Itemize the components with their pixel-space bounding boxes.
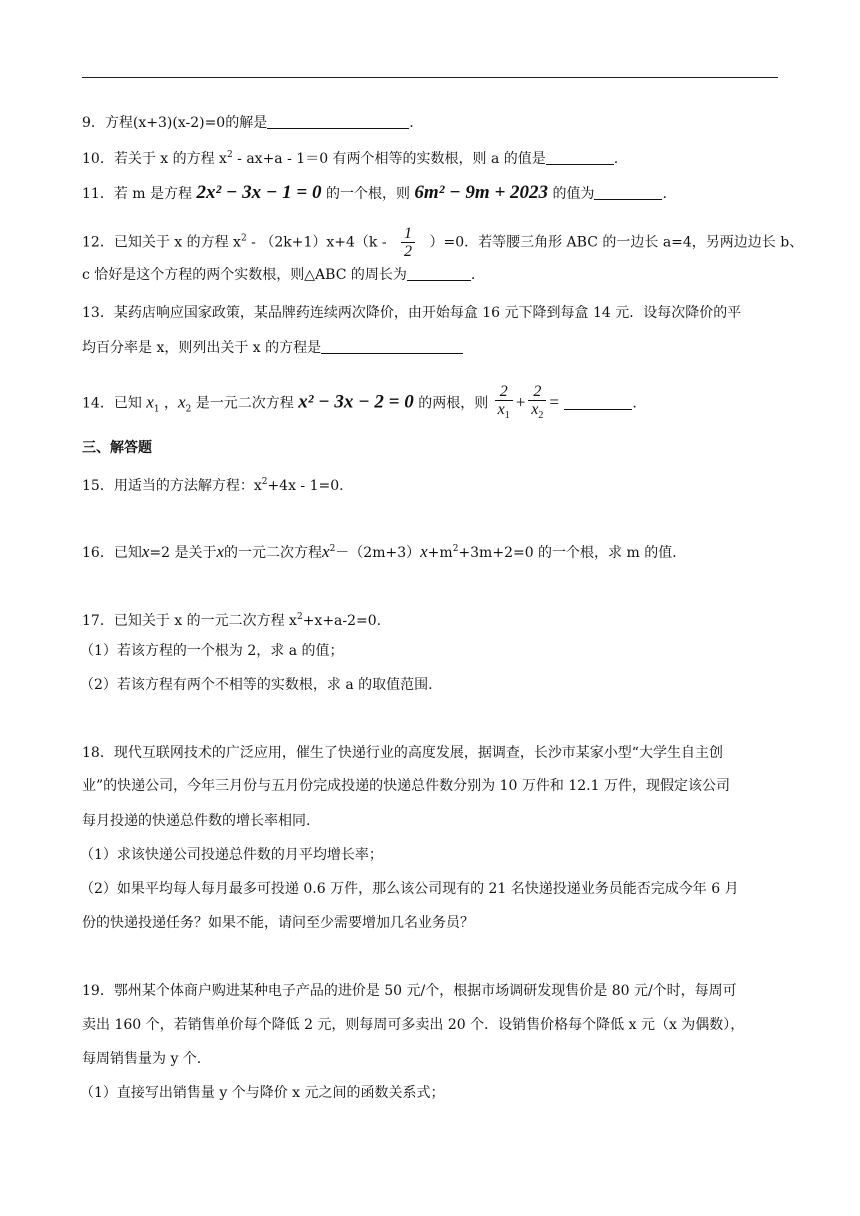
question-10-text: 10．若关于 x 的方程 x bbox=[82, 151, 227, 167]
subscript: 1 bbox=[504, 410, 510, 422]
question-15 bbox=[82, 472, 780, 496]
question-18-line-1: 18．现代互联网技术的广泛应用，催生了快递行业的高度发展，据调查，长沙市某家小型“大学生自主创 bbox=[82, 745, 723, 761]
question-13-text-2: 均百分率是 x，则列出关于 x 的方程是 bbox=[82, 340, 322, 356]
question-18-line-3: 每月投递的快递总件数的增长率相同. bbox=[82, 813, 311, 829]
question-11 bbox=[82, 183, 780, 204]
question-17 bbox=[82, 607, 780, 631]
question-18-part-1: （1）求该快递公司投递总件数的月平均增长率； bbox=[80, 847, 383, 863]
question-16-text-5: +m bbox=[427, 545, 453, 561]
variable-x2: x bbox=[178, 392, 186, 412]
question-9-end: . bbox=[409, 115, 414, 131]
fraction-numerator: 2 bbox=[528, 383, 546, 401]
fraction-denominator bbox=[495, 401, 513, 424]
question-18-part-2-line-2: 份的快递投递任务？如果不能，请问至少需要增加几名业务员？ bbox=[82, 915, 474, 931]
question-17-text: 17．已知关于 x 的一元二次方程 x bbox=[82, 613, 297, 629]
fraction-2-over-x1 bbox=[495, 383, 513, 424]
question-15-text: 15．用适当的方法解方程：x bbox=[82, 478, 262, 494]
question-10-text-2: - ax+a - 1＝0 有两个相等的实数根，则 a 的值是 bbox=[232, 151, 546, 167]
question-12-text: 12．已知关于 x 的方程 x bbox=[82, 234, 241, 251]
superscript: 2 bbox=[329, 544, 336, 554]
equation: 2x² − 3x − 1 = 0 bbox=[196, 182, 322, 203]
fraction-denominator-var: x bbox=[497, 401, 505, 418]
question-12-line-1 bbox=[82, 225, 804, 260]
question-13-text: 13．某药店响应国家政策，某品牌药连续两次降价，由开始每盒 16 元下降到每盒 14 元．设每次降价的平 bbox=[82, 305, 742, 321]
fraction-2-over-x2 bbox=[528, 383, 546, 424]
question-9 bbox=[82, 113, 780, 133]
variable-x: x bbox=[322, 542, 330, 561]
fraction-denominator-var: x bbox=[531, 401, 539, 418]
question-14-end: . bbox=[632, 395, 637, 412]
question-15-text-2: +4x - 1=0. bbox=[267, 478, 344, 494]
question-18-line-2: 业”的快递公司，今年三月份与五月份完成投递的快递总件数分别为 10 万件和 12.1 万件，现假定该公司 bbox=[82, 778, 730, 794]
question-14-text: 14．已知 bbox=[82, 395, 142, 412]
section-heading: 三、解答题 bbox=[82, 440, 152, 456]
variable-x: x bbox=[216, 542, 225, 561]
plus-sign: + bbox=[514, 392, 527, 412]
question-11-text: 11．若 m 是方程 bbox=[82, 186, 192, 202]
question-19-line-3: 每周销售量为 y 个. bbox=[82, 1051, 202, 1067]
equation: x² − 3x − 2 = 0 bbox=[298, 391, 414, 413]
question-14-text-2: 是一元二次方程 bbox=[195, 395, 294, 412]
fraction-numerator: 2 bbox=[495, 383, 513, 401]
question-11-text-3: 的值为 bbox=[552, 186, 595, 202]
question-12-text-3: ）=0．若等腰三角形 ABC 的一边长 a=4，另两边边长 b、 bbox=[429, 234, 804, 251]
question-16-text-3: 的一元二次方程 bbox=[224, 545, 323, 561]
question-16-text-2: =2 是关于 bbox=[149, 545, 217, 561]
question-11-end: . bbox=[662, 186, 667, 202]
question-10-end: . bbox=[613, 151, 619, 167]
superscript: 2 bbox=[240, 233, 247, 244]
question-16-text-4: －（2m+3） bbox=[335, 545, 421, 561]
question-11-text-2: 的一个根，则 bbox=[325, 186, 410, 202]
expression: 6m² − 9m + 2023 bbox=[414, 182, 549, 203]
question-14-text-3: 的两根，则 bbox=[418, 395, 489, 412]
question-13-line-2 bbox=[82, 338, 780, 358]
subscript: 2 bbox=[538, 410, 544, 422]
superscript: 2 bbox=[296, 612, 303, 622]
question-19-line-2: 卖出 160 个，若销售单价每个降低 2 元，则每周可多卖出 20 个．设销售价格每个降低 x 元（x 为偶数）， bbox=[82, 1017, 745, 1033]
question-13-line-1 bbox=[82, 303, 780, 323]
separator: ， bbox=[164, 395, 179, 412]
fraction-denominator bbox=[528, 401, 546, 424]
superscript: 2 bbox=[226, 150, 233, 160]
superscript: 2 bbox=[261, 477, 268, 487]
question-12-line-2 bbox=[82, 265, 780, 285]
answer-blank bbox=[594, 185, 662, 200]
question-12-text-4: c 恰好是这个方程的两个实数根，则△ABC 的周长为 bbox=[82, 267, 407, 283]
question-16-text-6: +3m+2=0 的一个根，求 m 的值. bbox=[458, 545, 677, 561]
question-19-line-1: 19．鄂州某个体商户购进某种电子产品的进价是 50 元/个，根据市场调研发现售价是 80 元/个时，每周可 bbox=[82, 983, 737, 999]
question-17-text-2: +x+a-2=0. bbox=[302, 613, 382, 629]
answer-blank bbox=[564, 395, 632, 410]
answer-blank bbox=[546, 150, 614, 165]
answer-blank bbox=[321, 339, 463, 354]
question-16 bbox=[82, 539, 780, 563]
question-16-text: 16．已知 bbox=[82, 545, 142, 561]
question-14: 14．已知 $x_1$ ，$x_2$ 是一元二次方程 x² − 3x − 2 = 0 的两根，则 $\frac{2}{x_1}$ + $\frac{2}{x_2}$ = . bbox=[82, 383, 780, 426]
question-12-text-2: - （2k+1）x+4（k - bbox=[246, 234, 387, 251]
variable-x: x bbox=[141, 542, 150, 561]
header-rule bbox=[82, 77, 778, 78]
question-9-text: 9．方程(x+3)(x-2)=0的解是 bbox=[82, 115, 268, 131]
fraction-denominator: 2 bbox=[404, 243, 413, 260]
variable-x: x bbox=[420, 542, 428, 561]
variable-x1: x bbox=[146, 392, 154, 412]
question-10 bbox=[82, 145, 780, 169]
equals-sign: = bbox=[548, 392, 560, 412]
answer-blank bbox=[407, 266, 471, 281]
question-17-part-2: （2）若该方程有两个不相等的实数根，求 a 的取值范围. bbox=[80, 677, 433, 693]
question-19-part-1: （1）直接写出销售量 y 个与降价 x 元之间的函数关系式； bbox=[80, 1085, 445, 1101]
question-12-end: . bbox=[470, 267, 476, 283]
fraction bbox=[401, 225, 415, 260]
answer-blank bbox=[267, 114, 409, 129]
question-18-part-2-line-1: （2）如果平均每人每月最多可投递 0.6 万件，那么该公司现有的 21 名快递投递业务员能否完成今年 6 月 bbox=[80, 881, 739, 897]
question-17-part-1: （1）若该方程的一个根为 2，求 a 的值； bbox=[80, 643, 344, 659]
superscript: 2 bbox=[452, 544, 459, 554]
fraction-numerator: 1 bbox=[401, 225, 415, 243]
